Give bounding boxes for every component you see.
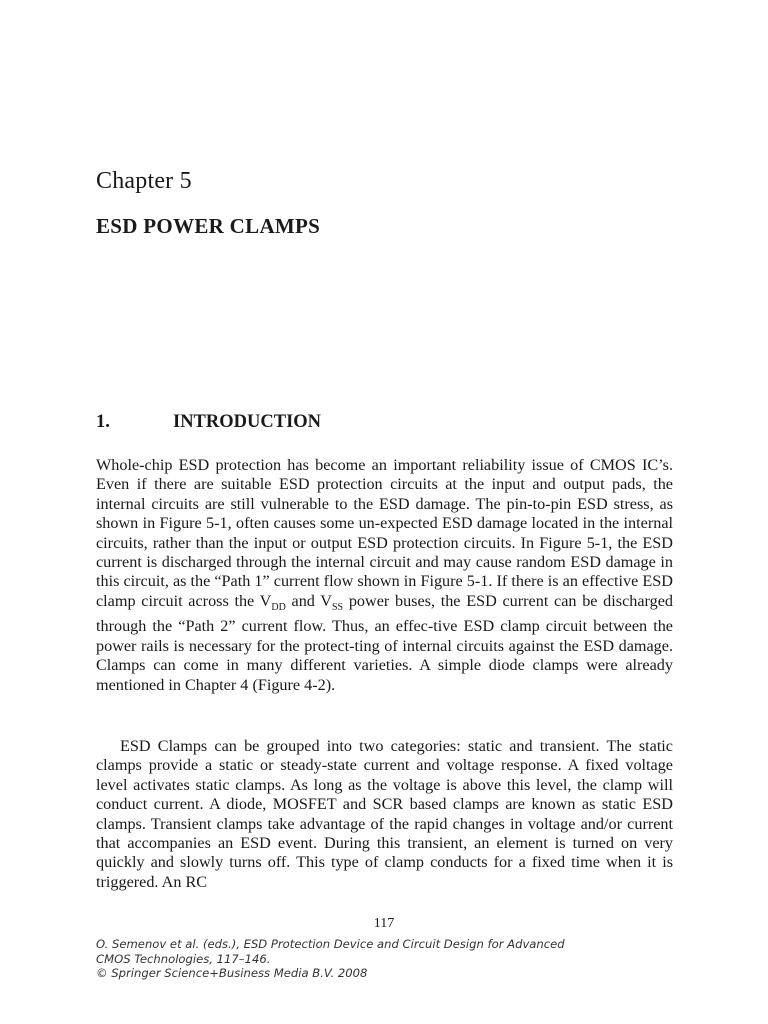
chapter-label: Chapter 5 bbox=[96, 168, 192, 194]
paragraph-text: and V bbox=[285, 591, 332, 610]
section-title: INTRODUCTION bbox=[173, 412, 322, 432]
vss-subscript: SS bbox=[332, 602, 344, 614]
footnote-line: CMOS Technologies, 117–146. bbox=[96, 951, 271, 966]
clamps-paragraph: ESD Clamps can be grouped into two categories: static and transient. The static clamps provide a static or steady-state current and voltage response. A fixed voltage level activates static clamps. As long as the voltage is above this level, the clamp will conduct current. A diode, MOSFET and SCR based clamps are known as static ESD clamps. Transient clamps take advantage of the rapid changes in voltage and/or current that accompanies an ESD event. During this transient, an element is turned on very quickly and slowly turns off. This type of clamp conducts for a fixed time when it is triggered. An RC bbox=[96, 737, 673, 891]
intro-paragraph bbox=[96, 456, 673, 695]
section-heading bbox=[96, 412, 321, 433]
citation-footnote bbox=[96, 937, 676, 981]
chapter-title: ESD POWER CLAMPS bbox=[96, 214, 321, 238]
page-number: 117 bbox=[373, 916, 395, 931]
paragraph-text: power buses, the ESD current can be discharged through the “Path 2” current flow. Thus, an effec-tive ESD clamp circuit between the power rails is necessary for the protect-ting of internal circuits against the ESD damage. Clamps can come in many different varieties. A simple diode clamps were already mentioned in Chapter 4 (Figure 4-2). bbox=[96, 591, 673, 694]
footnote-line: © Springer Science+Business Media B.V. 2008 bbox=[96, 966, 368, 980]
paragraph-text: Whole-chip ESD protection has become an important reliability issue of CMOS IC’s. Even if there are suitable ESD protection circuits at the input and output pads, the internal circuits are still vulnerable to the ESD damage. The pin-to-pin ESD stress, as shown in Figure 5-1, often causes some un-expected ESD damage located in the internal circuits, rather than the input or output ESD protection circuits. In Figure 5-1, the ESD current is discharged through the internal circuit and may cause random ESD damage in this circuit, as the “Path 1” current flow shown in Figure 5-1. If there is an effective ESD clamp circuit across the V bbox=[96, 456, 673, 610]
section-number: 1. bbox=[96, 412, 110, 432]
vdd-subscript: DD bbox=[271, 602, 286, 614]
footnote-line: O. Semenov et al. (eds.), ESD Protection Device and Circuit Design for Advanced bbox=[96, 937, 565, 951]
